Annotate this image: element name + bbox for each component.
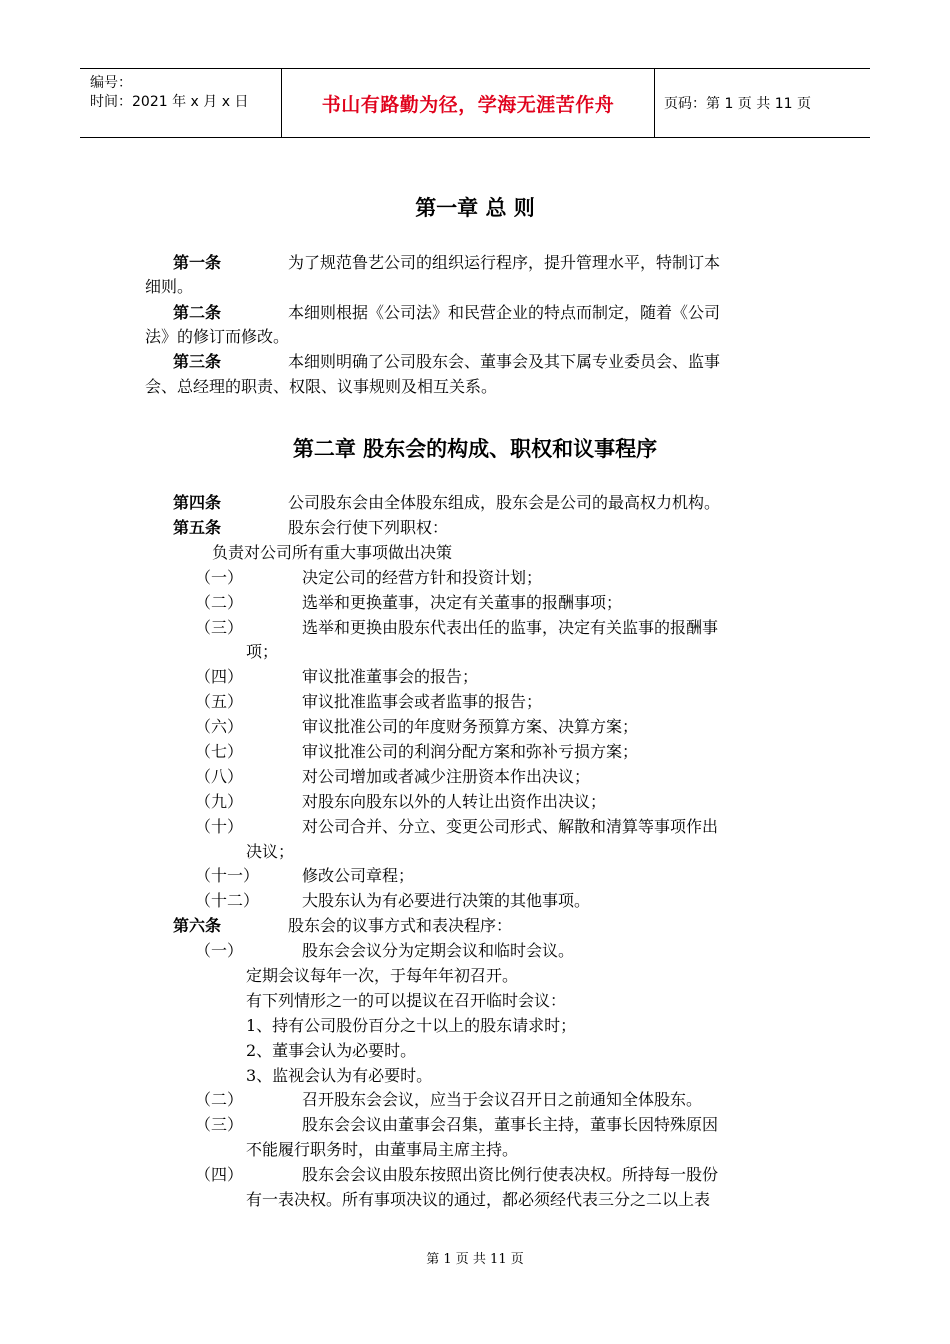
article-5-item-text-cont: 项； (246, 642, 279, 661)
article-5-item-num: （二） (195, 593, 244, 612)
chapter-1-title: 第一章 总 则 (415, 196, 535, 220)
article-5-item-text-cont: 决议； (246, 842, 295, 861)
article-6-label: 第六条 (173, 916, 222, 935)
article-2-text-cont: 法》的修订而修改。 (145, 327, 290, 346)
article-6-item-text: 股东会会议分为定期会议和临时会议。 (302, 941, 575, 960)
article-3-text-cont: 会、总经理的职责、权限、议事规则及相互关系。 (145, 377, 498, 396)
article-4-text: 公司股东会由全体股东组成，股东会是公司的最高权力机构。 (288, 493, 721, 512)
article-6-sub-item: 2、董事会认为必要时。 (246, 1041, 417, 1060)
page-footer: 第 1 页 共 11 页 (426, 1252, 524, 1267)
article-5-item-text: 对股东向股东以外的人转让出资作出决议； (302, 792, 607, 811)
article-5-item-text: 修改公司章程； (302, 866, 415, 885)
article-5-item-text: 审议批准董事会的报告； (302, 667, 479, 686)
header-meta-cell (80, 69, 282, 137)
article-6-item-num: （三） (195, 1115, 244, 1134)
article-5-item-text: 对公司合并、分立、变更公司形式、解散和清算等事项作出 (302, 817, 719, 836)
page-header (80, 68, 870, 138)
article-2-text: 本细则根据《公司法》和民营企业的特点而制定，随着《公司 (288, 303, 721, 322)
article-5-intro: 负责对公司所有重大事项做出决策 (212, 543, 453, 562)
article-6-item-text: 股东会会议由股东按照出资比例行使表决权。所持每一股份 (302, 1165, 719, 1184)
article-6-text: 股东会的议事方式和表决程序： (288, 916, 513, 935)
article-5-item-num: （四） (195, 667, 244, 686)
article-5-item-text: 决定公司的经营方针和投资计划； (302, 568, 543, 587)
article-5-item-text: 选举和更换由股东代表出任的监事，决定有关监事的报酬事 (302, 618, 719, 637)
article-6-item-text: 股东会会议由董事会召集，董事长主持，董事长因特殊原因 (302, 1115, 719, 1134)
article-5-item-num: （六） (195, 717, 244, 736)
article-2-label: 第二条 (173, 303, 222, 322)
article-6-item-num: （二） (195, 1090, 244, 1109)
article-5-item-num: （八） (195, 767, 244, 786)
article-5-item-text: 对公司增加或者减少注册资本作出决议； (302, 767, 591, 786)
article-6-item-line: 有下列情形之一的可以提议在召开临时会议： (246, 991, 567, 1010)
article-5-item-text: 审议批准公司的利润分配方案和弥补亏损方案； (302, 742, 639, 761)
article-3-text: 本细则明确了公司股东会、董事会及其下属专业委员会、监事 (288, 352, 721, 371)
article-5-item-num: （七） (195, 742, 244, 761)
article-5-item-text: 大股东认为有必要进行决策的其他事项。 (302, 891, 591, 910)
article-5-item-text: 审议批准监事会或者监事的报告； (302, 692, 543, 711)
article-1-text-cont: 细则。 (145, 277, 194, 296)
article-5-item-num: （九） (195, 792, 244, 811)
document-date-label: 时间：2021 年 x 月 x 日 (90, 94, 249, 110)
article-6-item-text: 召开股东会会议，应当于会议召开日之前通知全体股东。 (302, 1090, 703, 1109)
article-5-item-text: 选举和更换董事，决定有关董事的报酬事项； (302, 593, 623, 612)
article-6-item-line: 不能履行职务时，由董事局主席主持。 (246, 1140, 519, 1159)
article-1-label: 第一条 (173, 253, 222, 272)
chapter-2-title: 第二章 股东会的构成、职权和议事程序 (292, 437, 658, 461)
article-5-item-num: （五） (195, 692, 244, 711)
article-1-text: 为了规范鲁艺公司的组织运行程序，提升管理水平，特制订本 (288, 253, 721, 272)
article-5-label: 第五条 (173, 518, 222, 537)
header-motto: 书山有路勤为径，学海无涯苦作舟 (321, 93, 615, 116)
article-5-item-num: （十） (195, 817, 244, 836)
article-5-item-num: （三） (195, 618, 244, 637)
article-6-item-num: （四） (195, 1165, 244, 1184)
article-5-text: 股东会行使下列职权： (288, 518, 449, 537)
article-5-item-num: （十一） (195, 866, 260, 885)
article-6-item-line: 定期会议每年一次，于每年年初召开。 (246, 966, 519, 985)
article-6-item-num: （一） (195, 941, 244, 960)
article-6-item-line: 有一表决权。所有事项决议的通过，都必须经代表三分之二以上表 (246, 1190, 711, 1209)
header-page-cell (664, 69, 870, 137)
article-6-sub-item: 1、持有公司股份百分之十以上的股东请求时； (246, 1016, 577, 1035)
header-page-number: 页码：第 1 页 共 11 页 (664, 96, 811, 112)
article-5-item-num: （一） (195, 568, 244, 587)
article-5-item-num: （十二） (195, 891, 260, 910)
article-6-sub-item: 3、监视会认为有必要时。 (246, 1066, 433, 1085)
header-motto-cell (282, 69, 655, 137)
document-number-label: 编号： (90, 75, 132, 91)
article-3-label: 第三条 (173, 352, 222, 371)
article-5-item-text: 审议批准公司的年度财务预算方案、决算方案； (302, 717, 639, 736)
article-4-label: 第四条 (173, 493, 222, 512)
